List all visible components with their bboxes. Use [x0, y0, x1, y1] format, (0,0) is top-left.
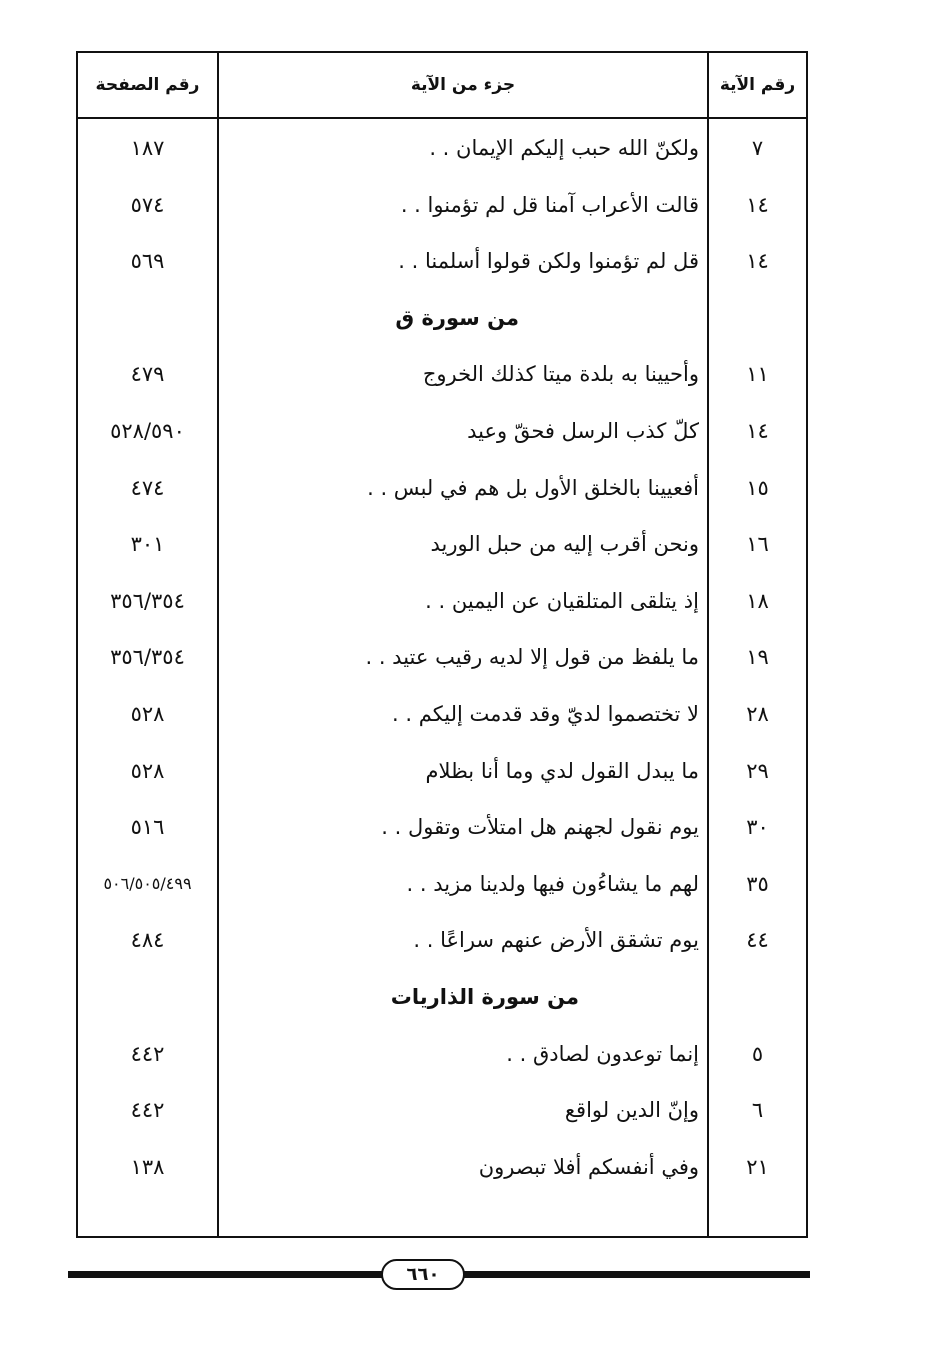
verse-number-cell: ١٤	[746, 249, 769, 274]
table-row	[78, 743, 806, 799]
verse-number-cell: ١٥	[746, 475, 769, 500]
verse-number-cell: ١١	[746, 362, 769, 387]
page-number-cell: ٤٧٤	[130, 475, 165, 500]
verse-number-cell: ١٦	[746, 532, 769, 557]
table-row	[78, 403, 806, 459]
verse-text-cell: ولكنّ الله حبب إليكم الإيمان . .	[429, 136, 699, 160]
table-row	[78, 912, 806, 968]
page-number-cell: ٥١٦	[130, 815, 165, 840]
verse-number-cell: ٧	[751, 136, 764, 160]
verse-text-cell: إنما توعدون لصادق . .	[506, 1041, 699, 1066]
verse-number-cell: ٢٩	[746, 758, 769, 783]
verse-text-cell: وإنّ الدين لواقع	[564, 1098, 699, 1123]
verse-text-cell: قالت الأعراب آمنا قل لم تؤمنوا . .	[400, 192, 699, 217]
table-row	[78, 799, 806, 855]
verse-number-cell: ١٨	[746, 588, 769, 613]
surah-heading-row	[78, 969, 806, 1025]
table-row	[78, 686, 806, 742]
table-row	[78, 177, 806, 233]
page-number-cell: ٥٢٨/٥٩٠	[110, 419, 185, 443]
verse-number-cell: ١٤	[746, 419, 769, 443]
table-row	[78, 120, 806, 176]
page-number-cell: ٣٥٦/٣٥٤	[110, 588, 185, 613]
page-number-cell: ٥٧٤	[130, 192, 165, 217]
page-number-cell: ٥٠٦/٥٠٥/٤٩٩	[103, 873, 192, 893]
page-number-cell: ٤٧٩	[130, 362, 165, 387]
page-number-cell: ٥٦٩	[130, 249, 165, 274]
table-row	[78, 346, 806, 402]
table-row	[78, 233, 806, 289]
verse-text-cell: يوم تشقق الأرض عنهم سراعًا . .	[413, 928, 699, 953]
verse-number-cell: ١٩	[746, 645, 769, 670]
header-page-number: رقم الصفحة	[95, 75, 200, 95]
verse-number-cell: ٣٥	[746, 871, 769, 896]
verse-number-cell: ٢٨	[746, 702, 769, 726]
table-row	[78, 1026, 806, 1082]
table-row	[78, 629, 806, 685]
header-verse-part: جزء من الآية	[410, 75, 516, 95]
surah-heading: من سورة ق	[395, 305, 519, 330]
table-row	[78, 573, 806, 629]
verse-text-cell: وفي أنفسكم أفلا تبصرون	[478, 1154, 699, 1179]
page-number-cell: ٣٥٦/٣٥٤	[110, 645, 185, 670]
verse-number-cell: ٢١	[746, 1154, 769, 1179]
verse-text-cell: قل لم تؤمنوا ولكن قولوا أسلمنا . .	[398, 249, 699, 274]
surah-heading-row	[78, 290, 806, 346]
footer-rule-left	[68, 1271, 386, 1278]
verse-text-cell: وأحيينا به بلدة ميتا كذلك الخروج	[422, 362, 699, 387]
page-number-badge: ٦٦٠	[381, 1259, 465, 1290]
page-number-cell: ١٣٨	[130, 1154, 165, 1179]
verse-text-cell: ونحن أقرب إليه من حبل الوريد	[430, 532, 699, 557]
verse-number-cell: ٥	[751, 1041, 764, 1066]
verse-text-cell: إذ يتلقى المتلقيان عن اليمين . .	[425, 588, 699, 613]
verse-number-cell: ١٤	[746, 192, 769, 217]
table-header	[78, 53, 806, 119]
header-verse-number: رقم الآية	[719, 75, 796, 95]
table-row	[78, 516, 806, 572]
surah-heading: من سورة الذاريات	[390, 985, 579, 1009]
page-number-cell: ٣٠١	[130, 532, 165, 557]
table-row	[78, 1139, 806, 1195]
table-row	[78, 460, 806, 516]
table-row	[78, 856, 806, 912]
page-number-cell: ٥٢٨	[130, 702, 165, 726]
verse-text-cell: لهم ما يشاءُون فيها ولدينا مزيد . .	[406, 871, 699, 896]
index-table	[76, 51, 808, 1238]
verse-text-cell: أفعيينا بالخلق الأول بل هم في لبس . .	[367, 475, 699, 500]
verse-number-cell: ٣٠	[746, 815, 769, 840]
table-row	[78, 1082, 806, 1138]
page-number-cell: ٤٤٢	[130, 1041, 165, 1066]
verse-number-cell: ٦	[751, 1098, 764, 1123]
page-number-cell: ١٨٧	[130, 136, 165, 160]
page-number-cell: ٤٤٢	[130, 1098, 165, 1123]
verse-text-cell: ما يبدل القول لدي وما أنا بظلام	[425, 758, 699, 783]
verse-text-cell: يوم نقول لجهنم هل امتلأت وتقول . .	[381, 815, 699, 840]
verse-text-cell: كلّ كذب الرسل فحقّ وعيد	[467, 419, 699, 443]
footer-rule-right	[462, 1271, 810, 1278]
page-number-cell: ٥٢٨	[130, 758, 165, 783]
verse-number-cell: ٤٤	[746, 928, 769, 953]
table-body	[78, 117, 806, 1236]
verse-text-cell: ما يلفظ من قول إلا لديه رقيب عتيد . .	[365, 645, 699, 670]
page-number-cell: ٤٨٤	[130, 928, 165, 953]
verse-text-cell: لا تختصموا لديّ وقد قدمت إليكم . .	[392, 702, 699, 726]
